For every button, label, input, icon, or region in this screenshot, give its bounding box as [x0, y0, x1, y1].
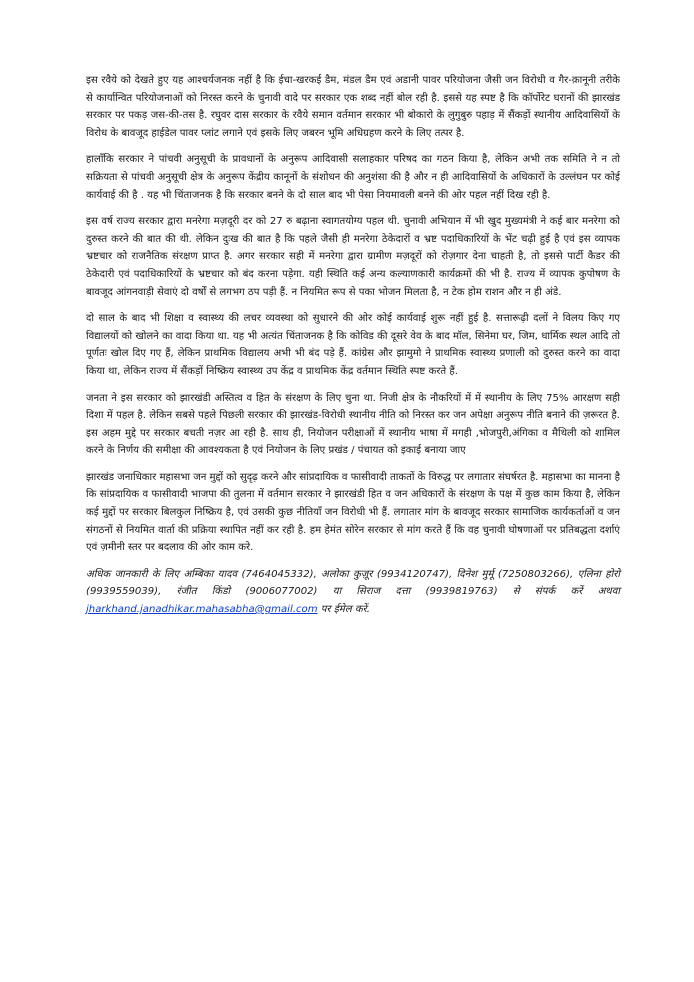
paragraph-tribal-advisory-council: हालाँकि सरकार ने पांचवी अनुसूची के प्रावधानों के अनुरूप आदिवासी सलाहकार परिषद का गठन किया है, लेकिन अभी तक समिति ने न तो सक्रियता से पांचवी अनुसूची क्षेत्र के अनुरूप केंद्रीय कानूनों के संशोधन की अनुशंसा की है और न ही आदिवासियों के अधिकारों के उल्लंघन पर कोई कार्यवाई की है . यह भी चिंताजनक है कि सरकार बनने के दो साल बाद भी पेसा नियमावली बनने की ओर पहल नहीं दिख रही है.	[86, 154, 620, 201]
paragraph-corporate-projects: इस रवैये को देखते हुए यह आश्चर्यजनक नहीं है कि ईचा-खरकई डैम, मंडल डैम एवं अडानी पावर परियोजना जैसी जन विरोधी व गैर-क़ानूनी तरीके से कार्यान्वित परियोजनाओं को निरस्त करने के चुनावी वादे पर सरकार एक शब्द नहीं बोल रही है. इससे यह स्पष्ट है कि कॉर्पोरेट घरानों की झारखंड सरकार पर पकड़ जस-की-तस है. रघुवर दास सरकार के रवैये समान वर्तमान सरकार भी बोकारो के लुगुबुरु पहाड़ में सैंकड़ों स्थानीय आदिवासियों के विरोध के बावजूद हाईडेल पावर प्लांट लगाने एवं इसके लिए जबरन भूमि अधिग्रहण करने के लिए तत्पर है.	[86, 75, 620, 139]
contact-text: अधिक जानकारी के लिए अम्बिका यादव (7464045332), अलोका कुज़ूर (9934120747), दिनेश मुर्मू (7250803266), एलिना होरो (9939559039), रंजीत किंडो (9006077002) या सिराज दत्ता (9939819763) से संपर्क करें अथवा	[86, 568, 620, 598]
contact-suffix: पर ईमेल करें.	[317, 604, 370, 616]
paragraph-mahasabha-stance: झारखंड जनाधिकार महासभा जन मुद्दों को सुदृढ़ करने और सांप्रदायिक व फासीवादी ताकतों के विरुद्ध पर लगातार संघर्षरत है. महासभा का मानना है कि सांप्रदायिक व फासीवादी भाजपा की तुलना में वर्तमान सरकार ने झारखंडी हित व जन अधिकारों के संरक्षण के पक्ष में कुछ काम किया है, लेकिन कई मुद्दों पर सरकार बिलकुल निष्क्रिय है, एवं उसकी कुछ नीतियाँ जन विरोधी भी हैं. लगातार मांग के बावजूद सरकार सामाजिक कार्यकर्ताओं व जन संगठनों से नियमित वार्ता की प्रक्रिया स्थापित नहीं कर रही है. हम हेमंत सोरेन सरकार से मांग करते हैं कि वह चुनावी घोषणाओं पर प्रतिबद्धता दर्शाएं एवं ज़मीनी स्तर पर बदलाव की ओर काम करे.	[86, 471, 620, 554]
paragraph-local-policy: जनता ने इस सरकार को झारखंडी अस्तित्व व हित के संरक्षण के लिए चुना था. निजी क्षेत्र के नौकरियों में में स्थानीय के लिए 75% आरक्षण सही दिशा में पहल है. लेकिन सबसे पहले पिछली सरकार की झारखंड-विरोधी स्थानीय नीति को निरस्त कर जन अपेक्षा अनुरूप नीति बनाने की ज़रूरत है. इस अहम मुद्दे पर सरकार बचती नज़र आ रही है. साथ ही, नियोजन परीक्षाओं में स्थानीय भाषा में मगही ,भोजपुरी,अंगिका व मैथिली को शामिल करने के निर्णय की समीक्षा की आवश्यकता है एवं नियोजन के लिए प्रखंड / पंचायत को इकाई बनाया जाए	[86, 392, 620, 457]
document-page	[86, 72, 620, 619]
paragraph-mgnrega: इस वर्ष राज्य सरकार द्वारा मनरेगा मज़दूरी दर को 27 रु बढ़ाना स्वागतयोग्य पहल थी. चुनावी अभियान में भी खुद मुख्यमंत्री ने कई बार मनरेगा को दुरुस्त करने की बात की थी. लेकिन दुःख की बात है कि पहले जैसी ही मनरेगा ठेकेदारों व भ्रष्ट पदाधिकारियों के भेंट चढ़ी हुई है एवं इस व्यापक भ्रष्टचार को राजनैतिक संरक्षण प्राप्त है. अगर सरकार सही में मनरेगा द्वारा ग्रामीण मज़दूरों को रोज़गार देना चाहती है, तो इससे पार्टी कैडर की ठेकेदारी एवं पदाधिकारियों के भ्रष्टचार को बंद करना पड़ेगा. यही स्थिति कई अन्य कल्याणकारी कार्यक्रमों की भी है. राज्य में व्यापक कुपोषण के बावजूद आंगनवाड़ी सेवाएं दो वर्षों से लगभग ठप पड़ी हैं. न नियमित रूप से पका भोजन मिलता है, न टेक होम राशन और न ही अंडे.	[86, 216, 620, 298]
email-link[interactable]: jharkhand.janadhikar.mahasabha@gmail.com	[86, 604, 318, 616]
contact-info	[86, 566, 620, 619]
paragraph-education-health: दो साल के बाद भी शिक्षा व स्वास्थ्य की लचर व्यवस्था को सुधारने की ओर कोई कार्यवाई शुरू नहीं हुई है. सत्तारूढ़ी दलों ने विलय किए गए विद्यालयों को खोलने का वादा किया था. यह भी अत्यंत चिंताजनक है कि कोविड की दूसरे वेव के बाद मॉल, सिनेमा घर, जिम, धार्मिक स्थल आदि तो पूर्णतः खोल दिए गए हैं, लेकिन प्राथमिक विद्यालय अभी भी बंद पड़े हैं. कांग्रेस और झामुमो ने प्राथमिक स्वास्थ्य प्रणाली को दुरुस्त करने का वादा किया था, लेकिन राज्य में सैंकड़ों निष्क्रिय स्वास्थ्य उप केंद्र व प्राथमिक केंद्र वर्तमान स्थिति स्पष्ट करते हैं.	[86, 313, 620, 377]
